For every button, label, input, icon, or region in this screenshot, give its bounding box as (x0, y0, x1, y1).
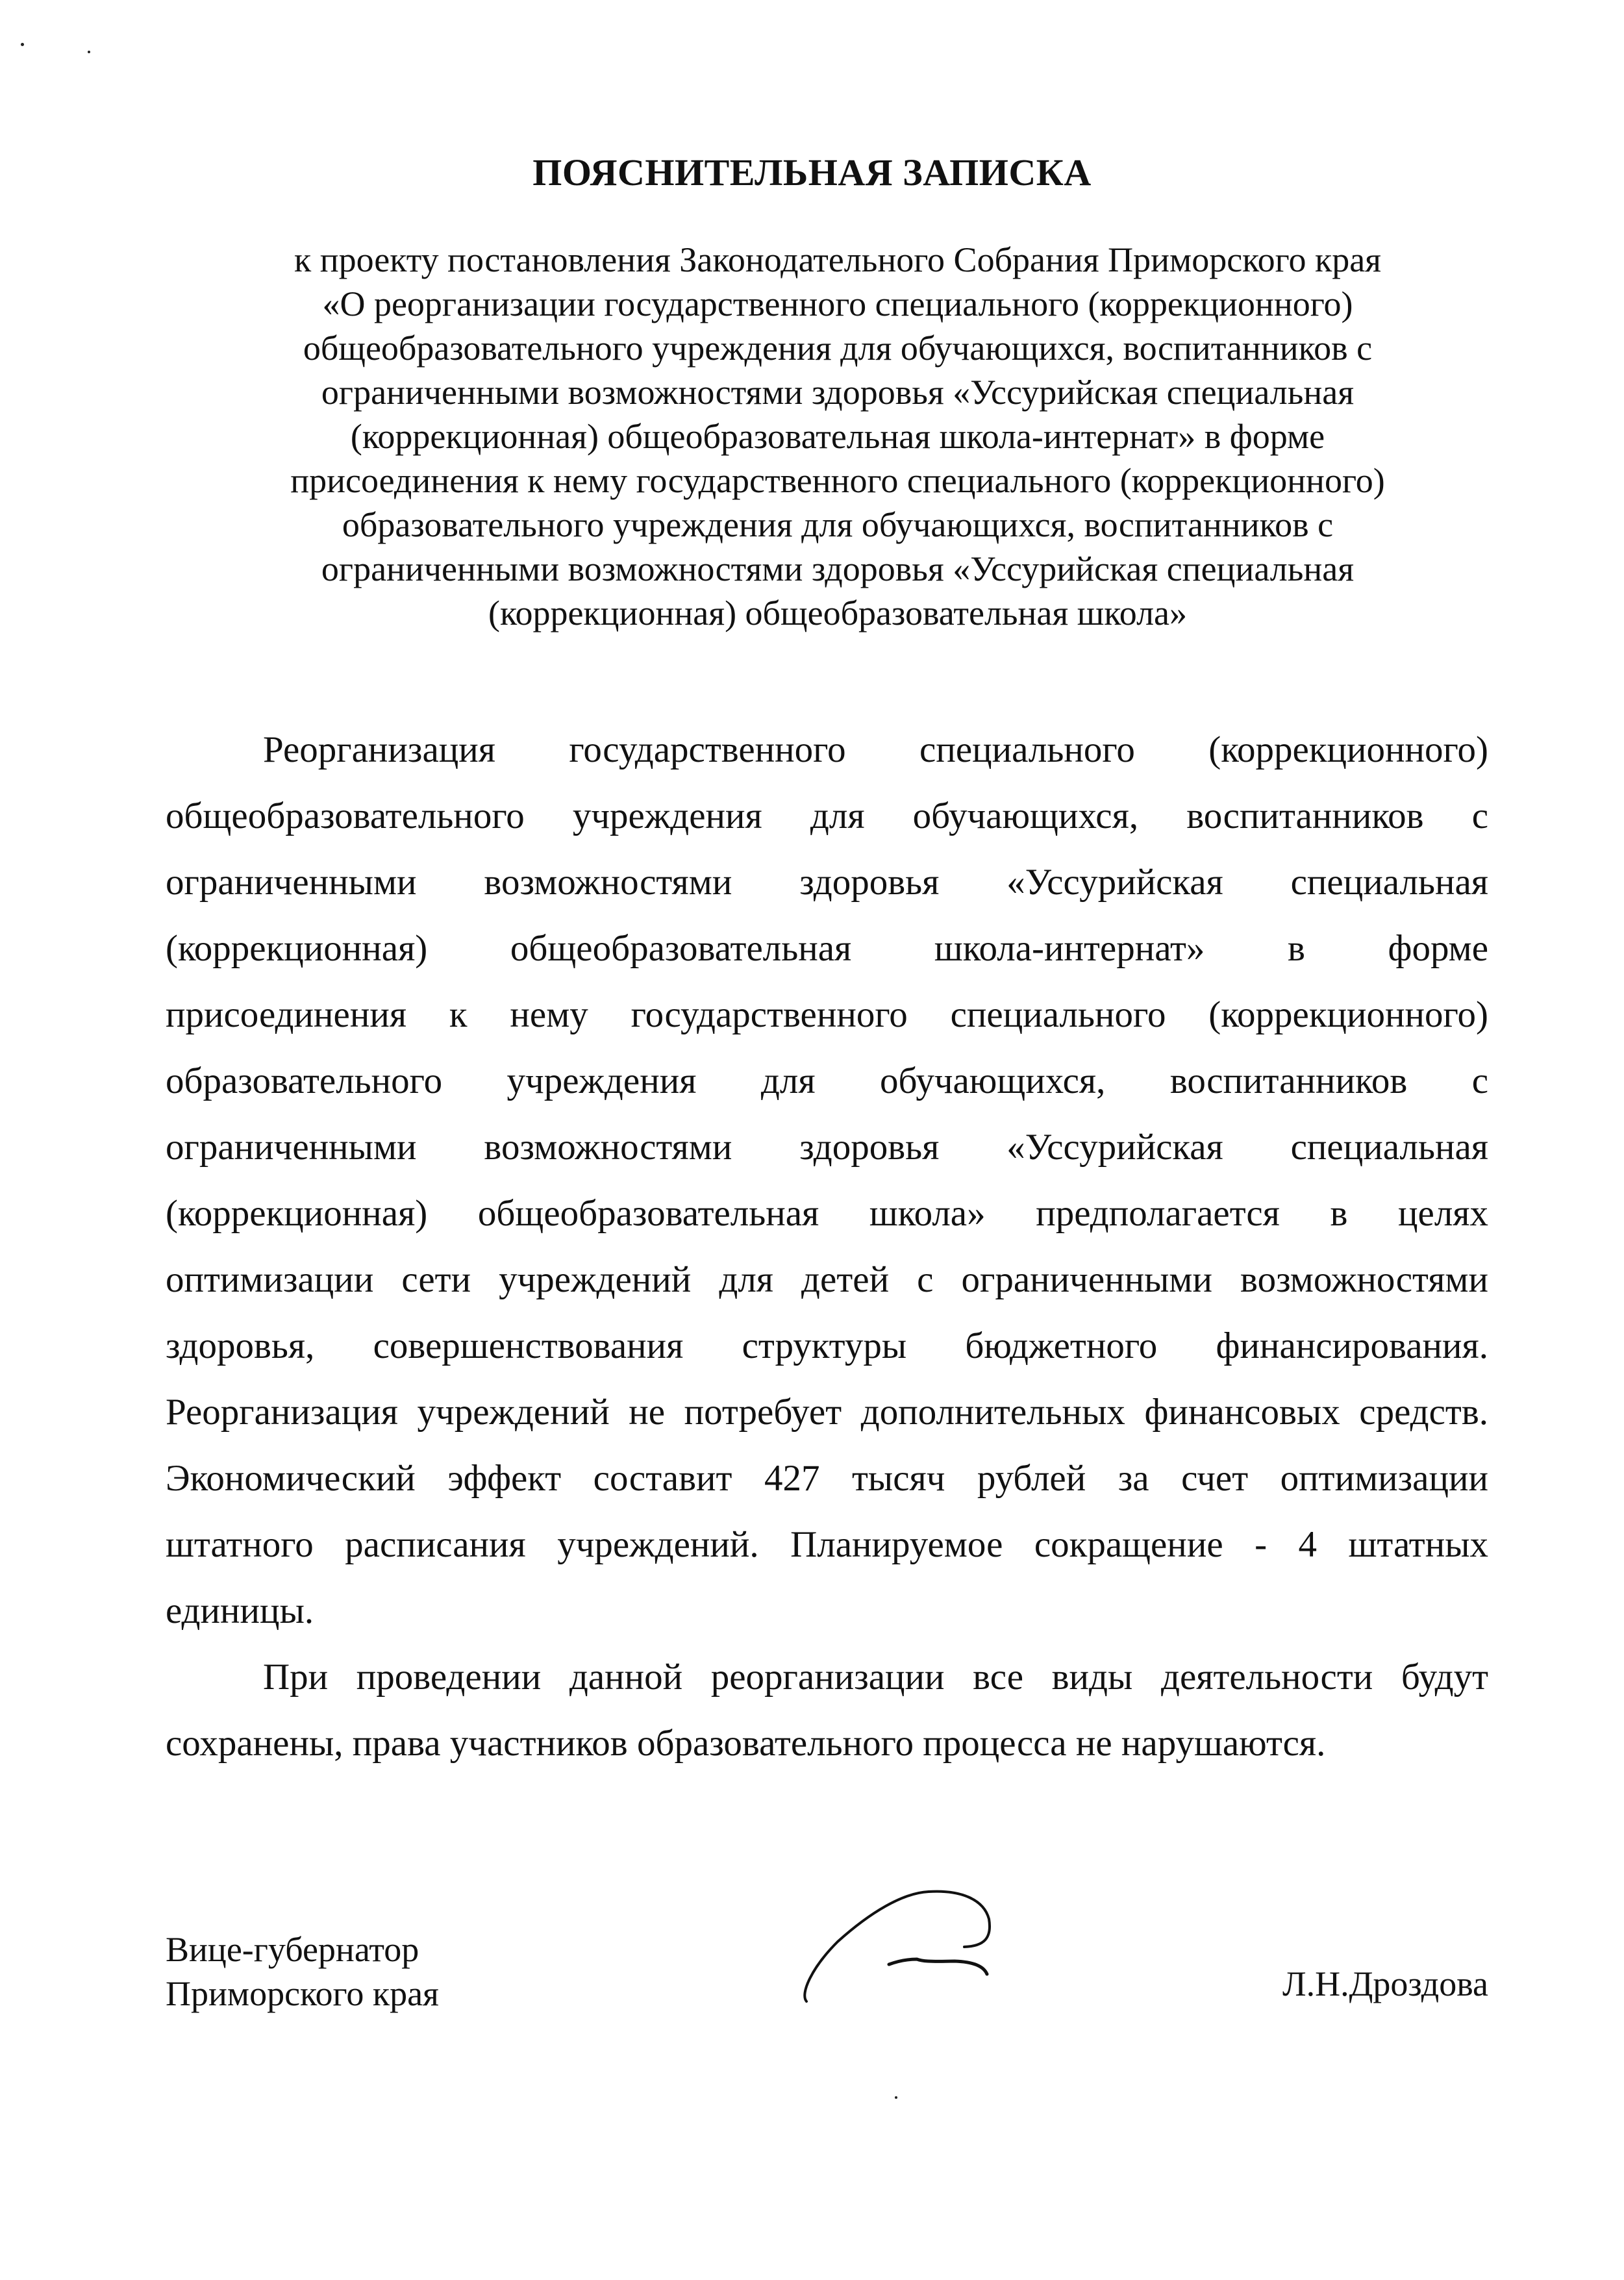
subtitle-line: присоединения к нему государственного специального (коррекционного) (290, 461, 1385, 500)
paragraph-line: (коррекционная) общеобразовательная школа-интернат» в форме (166, 928, 1488, 969)
paragraph-line: ограниченными возможностями здоровья «Уссурийская специальная (166, 862, 1488, 903)
paragraph-line: Реорганизация учреждений не потребует дополнительных финансовых средств. (166, 1392, 1488, 1433)
paragraph-line: штатного расписания учреждений. Планируемое сокращение - 4 штатных (166, 1524, 1488, 1565)
paragraph-line: присоединения к нему государственного специального (коррекционного) (166, 994, 1488, 1035)
paragraph-line: общеобразовательного учреждения для обучающихся, воспитанников с (166, 795, 1488, 836)
signatory-name: Л.Н.Дроздова (1282, 1964, 1488, 2003)
paragraph-line: (коррекционная) общеобразовательная школа» предполагается в целях (166, 1193, 1488, 1234)
document-title: ПОЯСНИТЕЛЬНАЯ ЗАПИСКА (532, 151, 1092, 194)
paragraph-line: единицы. (166, 1590, 314, 1631)
subtitle-line: (коррекционная) общеобразовательная школа-интернат» в форме (350, 417, 1325, 456)
subtitle-line: к проекту постановления Законодательного Собрания Приморского края (294, 240, 1382, 279)
subtitle-line: ограниченными возможностями здоровья «Уссурийская специальная (321, 373, 1355, 412)
paragraph-line: сохранены, права участников образовательного процесса не нарушаются. (166, 1723, 1326, 1764)
paragraph-line: При проведении данной реорганизации все виды деятельности будут (263, 1657, 1488, 1697)
signatory-position-line2: Приморского края (166, 1974, 439, 2013)
paragraph-line: образовательного учреждения для обучающихся, воспитанников с (166, 1060, 1488, 1101)
paragraph-line: ограниченными возможностями здоровья «Уссурийская специальная (166, 1127, 1488, 1168)
subtitle-line: «О реорганизации государственного специального (коррекционного) (322, 284, 1353, 323)
paragraph-line: оптимизации сети учреждений для детей с ограниченными возможностями (166, 1259, 1488, 1300)
signatory-position-line1: Вице-губернатор (166, 1930, 419, 1969)
paragraph-line: здоровья, совершенствования структуры бюджетного финансирования. (166, 1325, 1488, 1366)
paragraph-line: Экономический эффект составит 427 тысяч рублей за счет оптимизации (166, 1458, 1488, 1499)
subtitle-line: общеобразовательного учреждения для обучающихся, воспитанников с (303, 329, 1373, 368)
subtitle-line: ограниченными возможностями здоровья «Уссурийская специальная (321, 549, 1355, 588)
subtitle-line: образовательного учреждения для обучающихся, воспитанников с (342, 505, 1334, 544)
subtitle-line: (коррекционная) общеобразовательная школа» (488, 594, 1188, 633)
paragraph-line: Реорганизация государственного специального (коррекционного) (263, 729, 1488, 770)
